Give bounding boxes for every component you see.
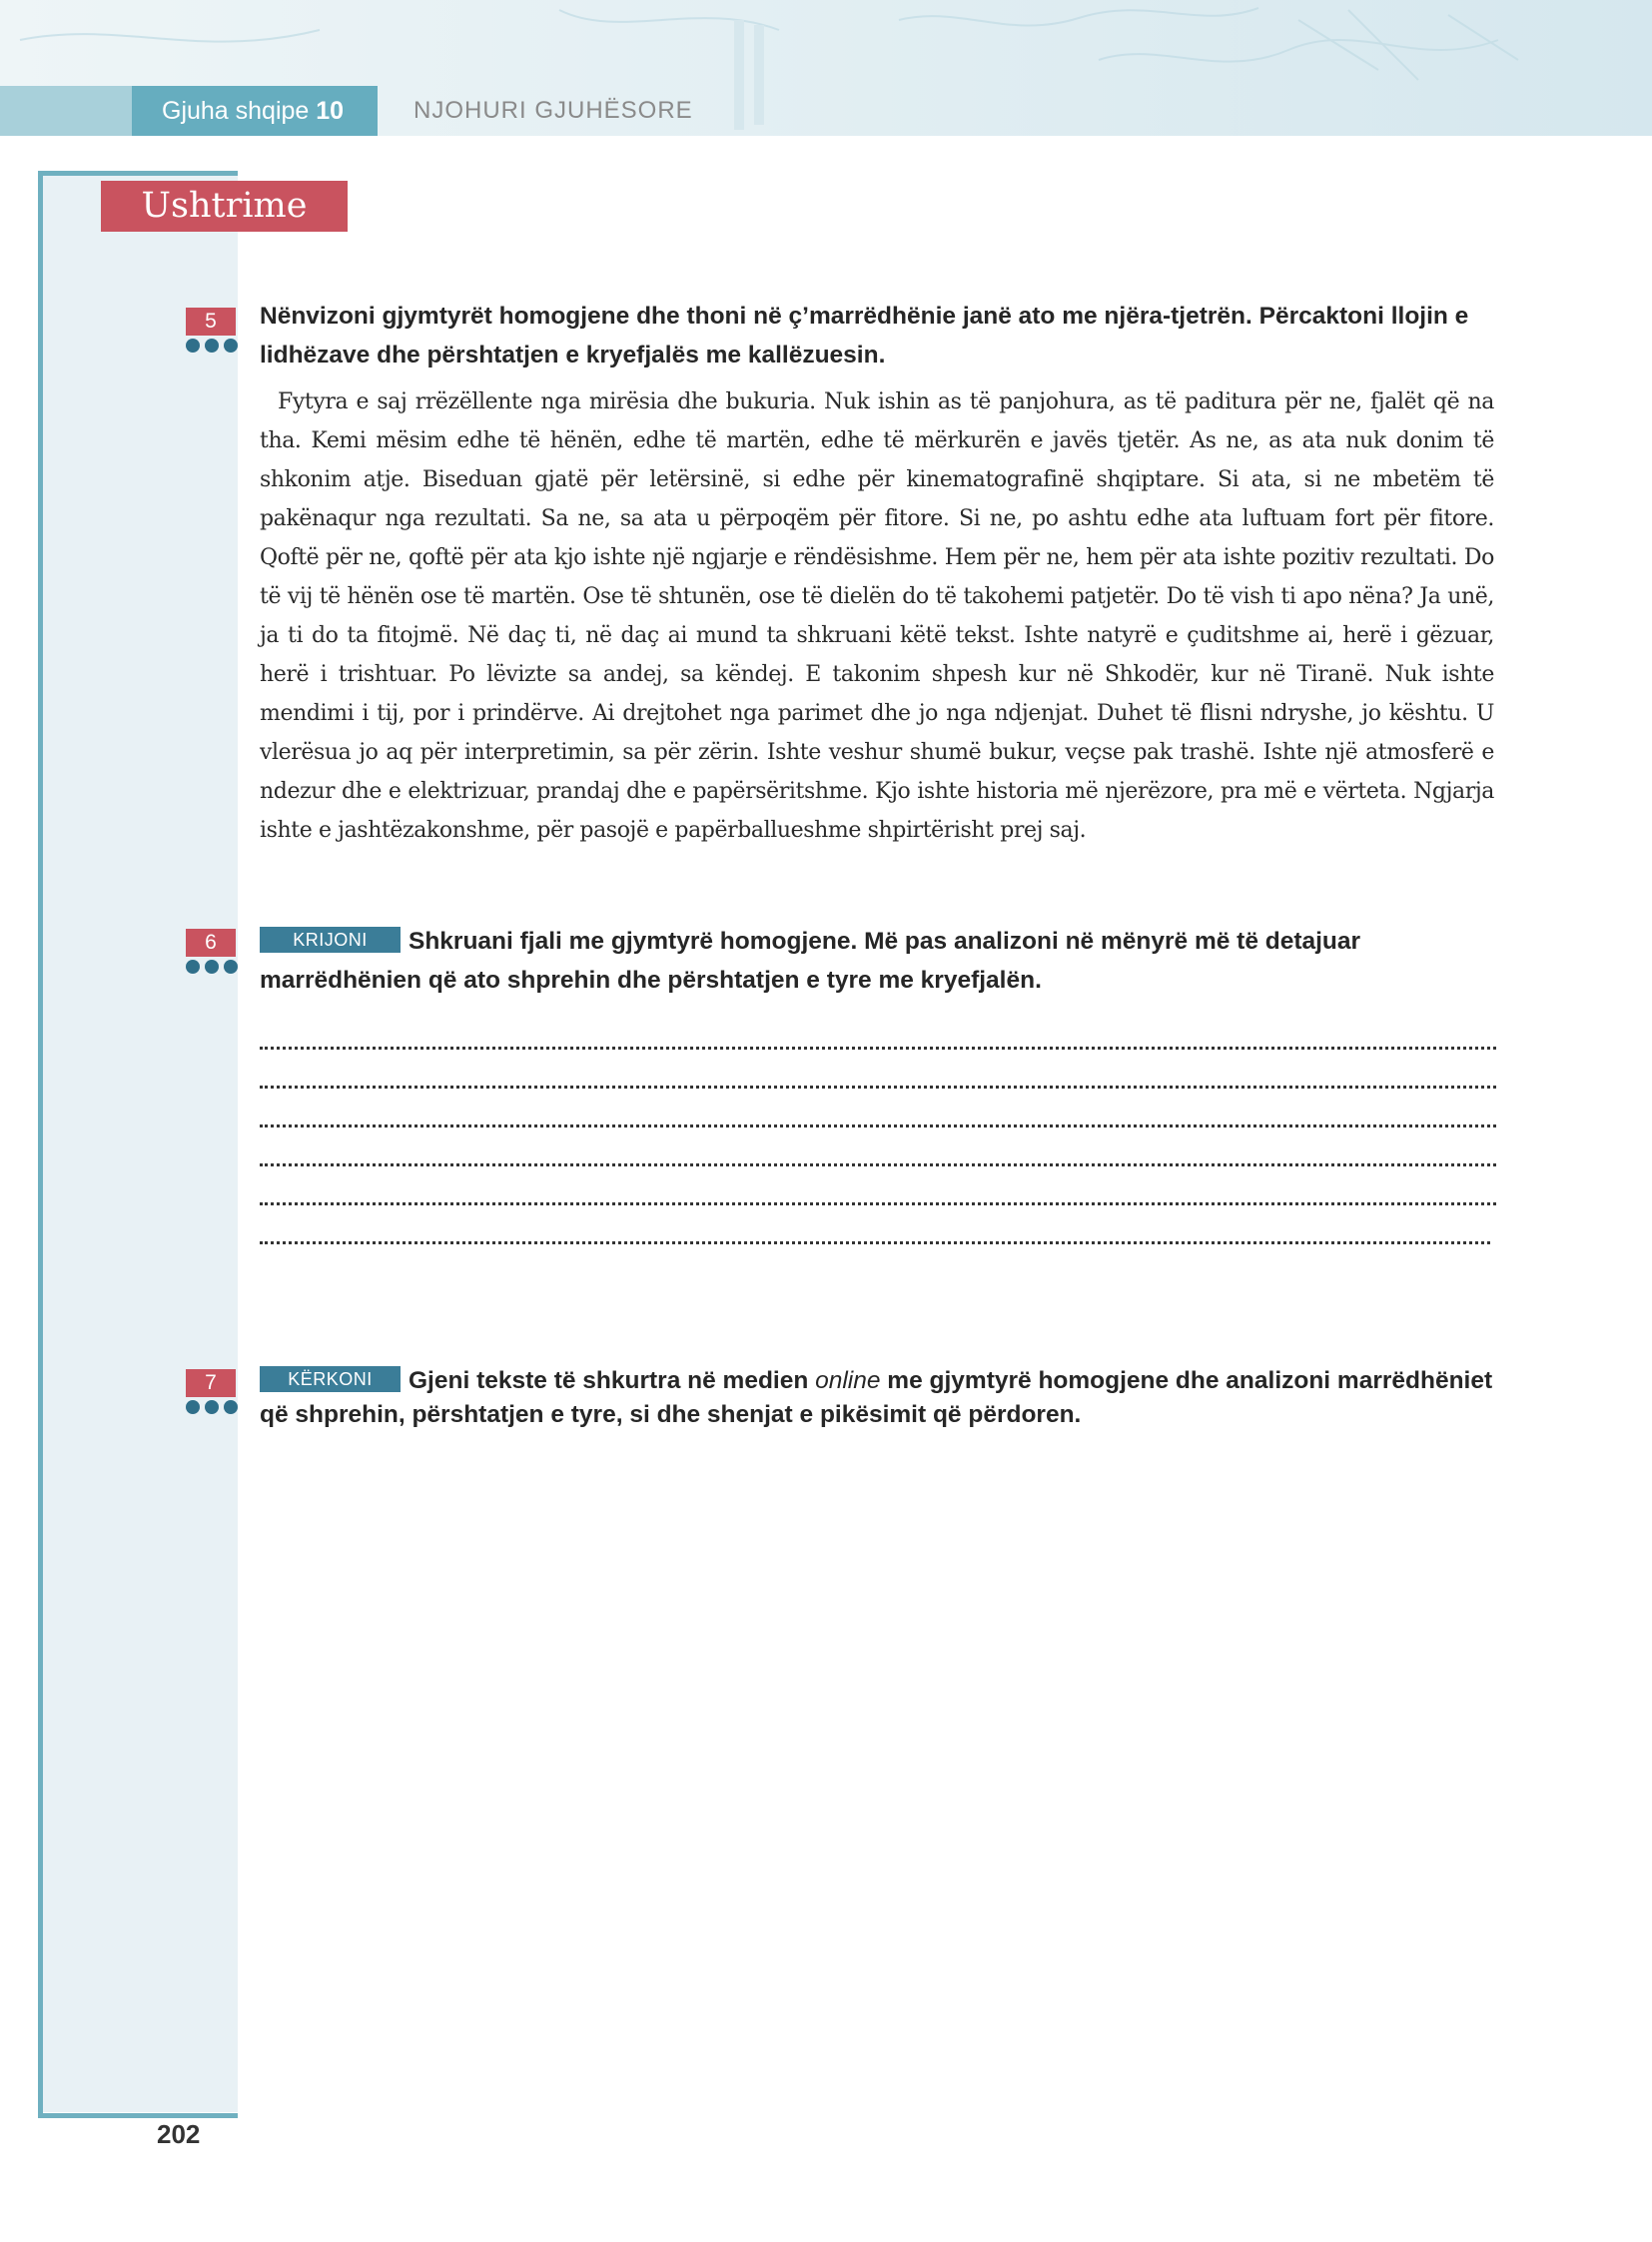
difficulty-dot-icon — [186, 960, 200, 974]
activity-tag: KËRKONI — [260, 1366, 401, 1392]
difficulty-dot-icon — [224, 960, 238, 974]
section-label: NJOHURI GJUHËSORE — [413, 97, 693, 124]
section-title: Ushtrime — [101, 181, 348, 232]
difficulty-dots — [186, 1400, 238, 1416]
grade-number: 10 — [316, 97, 345, 125]
header-strip — [0, 86, 132, 136]
answer-line[interactable] — [260, 1011, 1496, 1050]
book-title-tab — [132, 86, 378, 136]
exercise-instruction: Nënvizoni gjymtyrët homogjene dhe thoni në ç’marrëdhënie janë ato me njëra-tjetrën. Përcaktoni llojin e lidhëzave dhe përshtatjen e kryefjalës me kallëzuesin. — [260, 303, 1469, 369]
book-title: Gjuha shqipe — [162, 97, 310, 125]
frame-border-left — [38, 171, 43, 2118]
difficulty-dot-icon — [186, 1400, 200, 1414]
exercise-text: Fytyra e saj rrëzëllente nga mirësia dhe bukuria. Nuk ishin as të panjohura, as të paditura për ne, fjalët që na tha. Kemi mësim edhe të hënën, edhe të martën, edhe të mërkurën e javës tjetër. As ne, as ata nuk donim të shkonim atje. Biseduan gjatë për letërsinë, si edhe për kinematografinë shqiptare. Si ata, si ne mbetëm të pakënaqur nga rezultati. Sa ne, sa ata u përpoqëm për fitore. Si ne, po ashtu edhe ata luftuam fort për fitore. Qoftë për ne, qoftë për ata kjo ishte një ngjarje e rëndësishme. Hem për ne, hem për ata ishte pozitiv rezultati. Do të vij të hënën ose të martën. Ose të shtunën, ose të dielën do të takohemi patjetër. Do të vish ti apo nëna? Ja unë, ja ti do ta fitojmë. Në daç ti, në daç ai mund ta shkruani këtë tekst. Ishte natyrë e çuditshme ai, herë i gëzuar, herë i trishtuar. Po lëvizte sa andej, sa këndej. E takonim shpesh kur në Shkodër, kur në Tiranë. Nuk ishte mendimi i tij, por i prindërve. Ai drejtohet nga parimet dhe jo nga ndjenjat. Duhet të flisni ndryshe, jo kështu. U vlerësua jo aq për interpretimin, sa për zërin. Ishte veshur shumë bukur, veçse pak trashë. Ishte një atmosferë e ndezur dhe e elektrizuar, prandaj dhe e papërsëritshme. Kjo ishte historia më njerëzore, pra më e vërteta. Ngjarja ishte e jashtëzakonshme, për pasojë e papërballueshme shpirtërisht prej saj. — [260, 389, 1494, 843]
exercise-number: 7 — [186, 1369, 236, 1397]
difficulty-dot-icon — [224, 339, 238, 353]
answer-line[interactable] — [260, 1205, 1490, 1244]
answer-line[interactable] — [260, 1127, 1496, 1166]
difficulty-dot-icon — [205, 1400, 219, 1414]
answer-line[interactable] — [260, 1050, 1496, 1089]
side-panel — [42, 175, 238, 2112]
exercise-instruction-text: Gjeni tekste të shkurtra në medien — [409, 1367, 816, 1394]
exercise-number: 6 — [186, 929, 236, 957]
emphasis-online: online — [815, 1367, 881, 1394]
exercise-instruction — [260, 1364, 1498, 1432]
difficulty-dot-icon — [186, 339, 200, 353]
difficulty-dots — [186, 960, 238, 976]
page-number: 202 — [157, 2119, 201, 2149]
frame-border-bottom — [38, 2113, 238, 2118]
difficulty-dot-icon — [224, 1400, 238, 1414]
activity-tag: KRIJONI — [260, 927, 401, 953]
exercise-instruction-text: Shkruani fjali me gjymtyrë homogjene. Më pas analizoni në mënyrë më të detajuar marrëdhënien që ato shprehin dhe përshtatjen e tyre me kryefjalën. — [260, 928, 1361, 994]
answer-lines — [260, 1011, 1496, 1244]
answer-line[interactable] — [260, 1089, 1496, 1127]
exercise-instruction — [260, 922, 1498, 1000]
difficulty-dot-icon — [205, 960, 219, 974]
exercise-number: 5 — [186, 308, 236, 336]
difficulty-dots — [186, 339, 238, 355]
frame-border-top — [38, 171, 238, 176]
difficulty-dot-icon — [205, 339, 219, 353]
exercise-instruction-text: me gjymtyrë homogjene dhe analizoni marrëdhëniet që shprehin, përshtatjen e tyre, si dhe shenjat e pikësimit që përdoren. — [260, 1367, 1493, 1428]
answer-line[interactable] — [260, 1166, 1496, 1205]
